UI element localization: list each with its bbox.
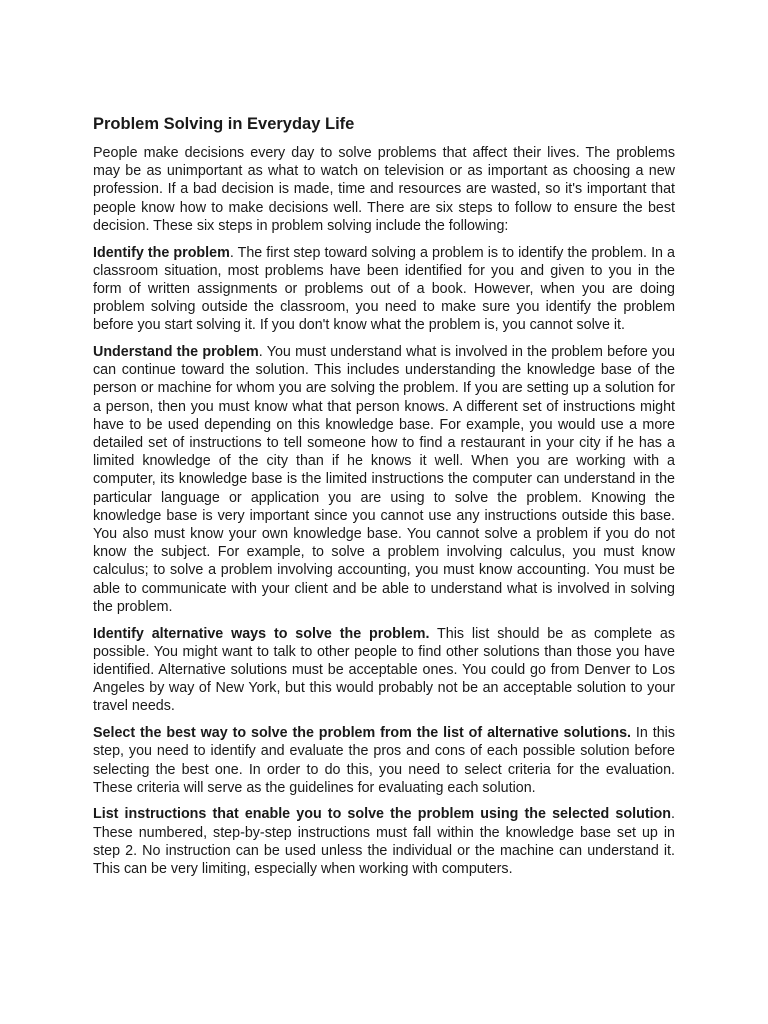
paragraph-body: People make decisions every day to solve problems that affect their lives. The problems may be as unimportant as what to watch on television or as important as choosing a new profession. If a bad decision is made, time and resources are wasted, so it's important that people know how to make decisions well. There are six steps to follow to ensure the best decision. These six steps in problem solving include the following: — [93, 145, 675, 234]
document-title: Problem Solving in Everyday Life — [93, 115, 355, 133]
step-identify-problem-paragraph — [93, 244, 675, 335]
paragraph-body: In this step, you need to identify and evaluate the pros and cons of each possible solution before selecting the best one. In order to do this, you need to select criteria for the evaluation. These criteria will serve as the guidelines for evaluating each solution. — [93, 725, 675, 796]
paragraph-lead: Identify the problem — [93, 244, 230, 261]
paragraph-body: This list should be as complete as possible. You might want to talk to other people to find other solutions than those you have identified. Alternative solutions must be acceptable ones. You could go from Denver to Los Angeles by way of New York, but this would probably not be an acceptable solution to your travel needs. — [93, 625, 676, 715]
paragraph-body: . The first step toward solving a problem is to identify the problem. In a classroom situation, most problems have been identified for you and given to you in the form of written assignments or problems out of a book. However, when you are doing problem solving outside the classroom, you need to make sure you identify the problem before you start solving it. If you don't know what the problem is, you cannot solve it. — [93, 244, 676, 334]
step-list-instructions-paragraph — [93, 805, 675, 878]
paragraph-lead: Identify alternative ways to solve the problem. — [93, 625, 430, 642]
paragraph-lead: Understand the problem — [93, 344, 259, 361]
paragraph-lead: Select the best way to solve the problem from the list of alternative solutions. — [93, 725, 632, 742]
paragraph-lead: List instructions that enable you to solve the problem using the selected solution — [93, 806, 672, 823]
paragraph-body: . These numbered, step-by-step instructions must fall within the knowledge base set up in step 2. No instruction can be used unless the individual or the machine can understand it. This can be very limiting, especially when working with computers. — [93, 806, 675, 878]
document-page — [93, 114, 675, 887]
step-understand-problem-paragraph — [93, 343, 675, 616]
paragraph-body: . You must understand what is involved in the problem before you can continue toward the solution. This includes understanding the knowledge base of the person or machine for whom you are solving the problem. If you are setting up a solution for a person, then you must know what that person knows. A different set of instructions might have to be used depending on this knowledge base. For example, you would use a more detailed set of instructions to tell someone how to find a restaurant in your city if he has a limited knowledge of the city than if he knows it well. When you are working with a computer, its knowledge base is the limited instructions the computer can understand in the particular language or application you are using to solve the problem. Knowing the knowledge base is very important since you cannot use any instructions outside this base. You also must know your own knowledge base. You cannot solve a problem if you do not know the subject. For example, to solve a problem involving calculus, you must know calculus; to solve a problem involving accounting, you must know accounting. You must be able to communicate with your client and be able to understand what is involved in solving the problem. — [93, 344, 675, 615]
intro-paragraph — [93, 144, 675, 235]
step-alternatives-paragraph — [93, 625, 675, 716]
step-select-best-paragraph — [93, 724, 675, 797]
